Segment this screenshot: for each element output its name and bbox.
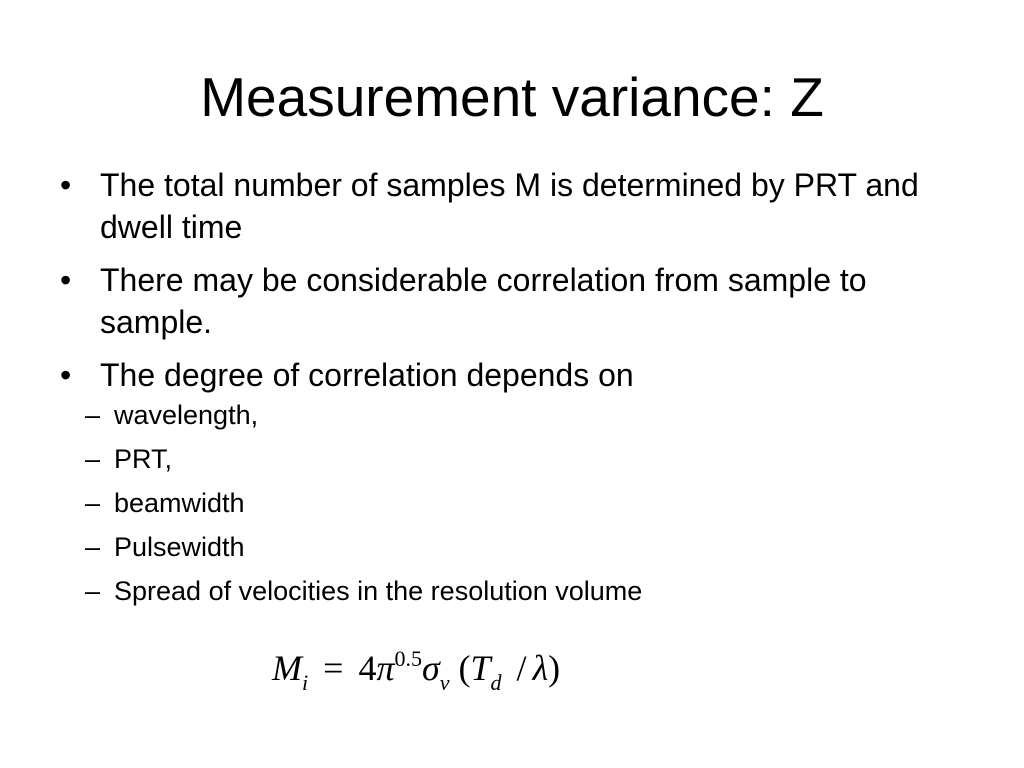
sub-bullet-item	[70, 398, 978, 433]
equation-lhs-subscript: i	[302, 670, 309, 695]
equation-slash: /	[516, 648, 527, 688]
bullet-item	[58, 164, 978, 248]
equation-t-subscript: d	[490, 670, 502, 695]
sub-bullet-item	[70, 530, 978, 565]
bullet-marker: •	[60, 357, 72, 393]
equation-equals: =	[323, 648, 344, 688]
bullet-marker: •	[60, 167, 72, 203]
sub-bullet-marker: –	[85, 576, 101, 606]
sub-bullet-text: PRT,	[114, 444, 173, 474]
equation-lhs: M	[272, 648, 302, 688]
sub-bullet-marker: –	[85, 444, 101, 474]
equation-t: T	[470, 648, 491, 688]
bullet-text: The degree of correlation depends on	[100, 357, 634, 393]
equation-sigma-subscript: v	[439, 670, 450, 695]
sub-bullet-marker: –	[85, 400, 101, 430]
sub-bullet-text: beamwidth	[114, 488, 245, 518]
sub-bullet-marker: –	[85, 532, 101, 562]
sub-bullet-item	[70, 442, 978, 477]
bullet-text: There may be considerable correlation from sample to sample.	[100, 262, 867, 340]
equation-close-paren: )	[548, 648, 561, 688]
sub-bullet-text: Pulsewidth	[114, 532, 245, 562]
slide-title: Measurement variance: Z	[200, 66, 824, 128]
equation	[272, 646, 561, 695]
equation-sigma: σ	[421, 648, 440, 688]
sub-bullet-item	[70, 574, 978, 609]
sub-bullet-marker: –	[85, 488, 101, 518]
equation-pi-exponent: 0.5	[394, 646, 422, 671]
equation-open-paren: (	[458, 648, 471, 688]
sub-bullet-item	[70, 486, 978, 521]
sub-bullet-list	[85, 398, 978, 609]
sub-bullet-text: wavelength,	[114, 400, 259, 430]
bullet-list	[58, 164, 978, 620]
equation-coefficient: 4	[358, 648, 377, 688]
bullet-marker: •	[60, 262, 72, 298]
bullet-item	[58, 259, 978, 343]
equation-pi: π	[376, 648, 395, 688]
sub-bullet-text: Spread of velocities in the resolution volume	[114, 576, 643, 606]
bullet-text: The total number of samples M is determined by PRT and dwell time	[100, 167, 919, 245]
equation-lambda: λ	[532, 648, 549, 688]
bullet-item	[58, 354, 978, 609]
